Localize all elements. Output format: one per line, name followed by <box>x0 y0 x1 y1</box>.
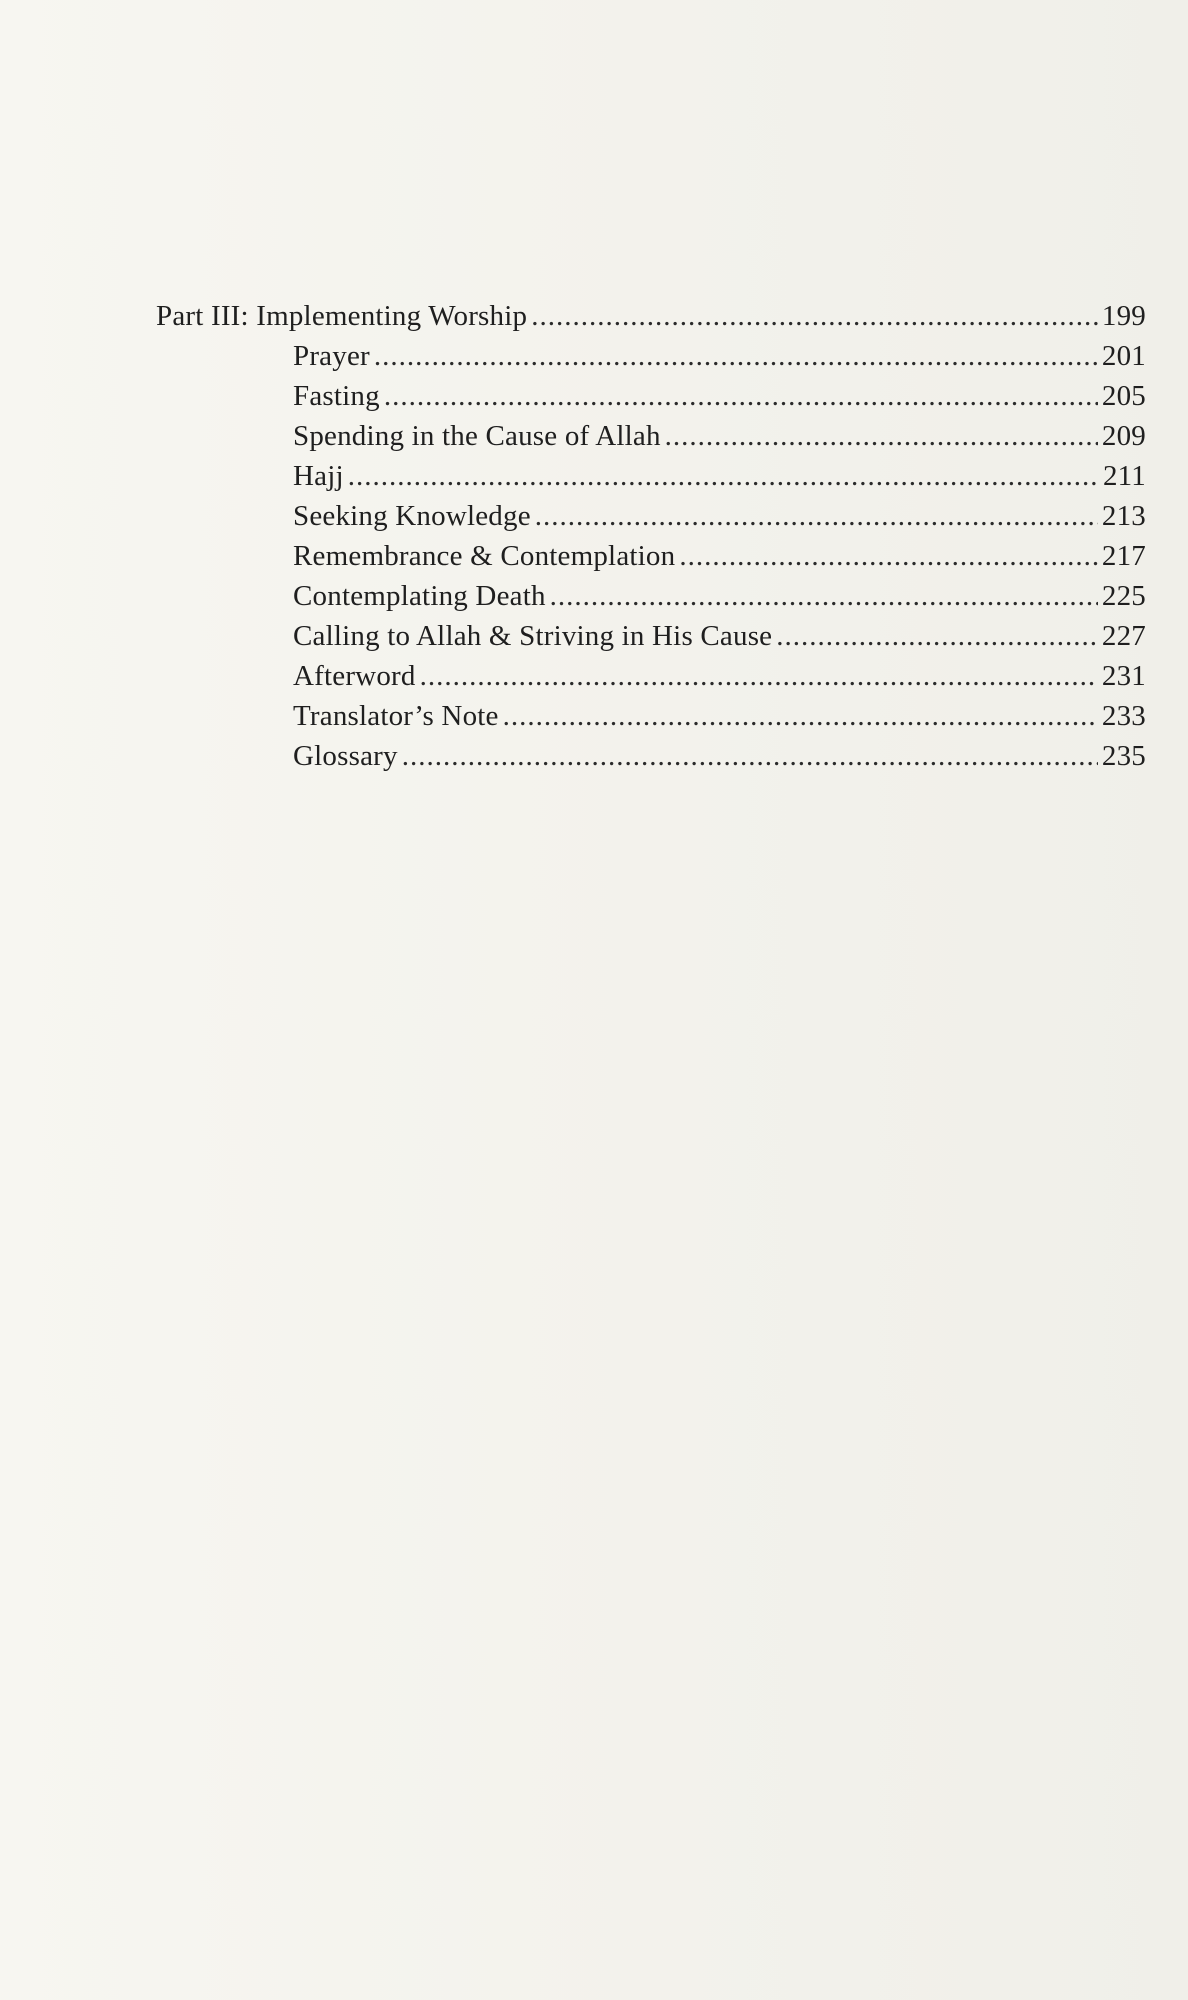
toc-entry-title: Glossary <box>293 740 398 772</box>
toc-entry-title: Part III: Implementing Worship <box>156 300 528 332</box>
toc-entry-title: Afterword <box>293 660 416 692</box>
toc-entry-title: Remembrance & Contemplation <box>293 540 676 572</box>
table-of-contents <box>156 296 1146 776</box>
dot-leader <box>374 336 1098 376</box>
toc-entry-remembrance <box>156 536 1146 576</box>
dot-leader <box>503 696 1098 736</box>
toc-entry-fasting <box>156 376 1146 416</box>
toc-entry-part-iii <box>156 296 1146 336</box>
toc-entry-page: 201 <box>1101 340 1146 372</box>
dot-leader <box>420 656 1098 696</box>
toc-entry-title: Prayer <box>293 340 370 372</box>
toc-entry-glossary <box>156 736 1146 776</box>
toc-entry-seeking-knowledge <box>156 496 1146 536</box>
toc-entry-title: Contemplating Death <box>293 580 546 612</box>
dot-leader <box>535 496 1098 536</box>
toc-entry-prayer <box>156 336 1146 376</box>
toc-entry-page: 225 <box>1101 580 1146 612</box>
dot-leader <box>679 536 1098 576</box>
toc-entry-page: 209 <box>1101 420 1146 452</box>
toc-entry-page: 205 <box>1101 380 1146 412</box>
dot-leader <box>402 736 1098 776</box>
toc-entry-spending <box>156 416 1146 456</box>
toc-entry-title: Calling to Allah & Striving in His Cause <box>293 620 773 652</box>
toc-entry-translators-note <box>156 696 1146 736</box>
toc-entry-title: Hajj <box>293 460 344 492</box>
toc-entry-page: 211 <box>1102 460 1146 492</box>
toc-entry-title: Fasting <box>293 380 380 412</box>
toc-entry-title: Spending in the Cause of Allah <box>293 420 661 452</box>
toc-entry-calling-to-allah <box>156 616 1146 656</box>
toc-entry-contemplating-death <box>156 576 1146 616</box>
toc-entry-page: 217 <box>1101 540 1146 572</box>
toc-entry-page: 231 <box>1101 660 1146 692</box>
toc-entry-page: 199 <box>1101 300 1146 332</box>
dot-leader <box>384 376 1098 416</box>
toc-entry-page: 227 <box>1101 620 1146 652</box>
toc-entry-page: 233 <box>1101 700 1146 732</box>
toc-entry-afterword <box>156 656 1146 696</box>
toc-entry-page: 213 <box>1101 500 1146 532</box>
toc-entry-title: Translator’s Note <box>293 700 499 732</box>
dot-leader <box>531 296 1098 336</box>
toc-entry-page: 235 <box>1101 740 1146 772</box>
toc-entry-title: Seeking Knowledge <box>293 500 531 532</box>
dot-leader <box>550 576 1098 616</box>
dot-leader <box>776 616 1098 656</box>
toc-entry-hajj <box>156 456 1146 496</box>
dot-leader <box>665 416 1098 456</box>
dot-leader <box>348 456 1099 496</box>
